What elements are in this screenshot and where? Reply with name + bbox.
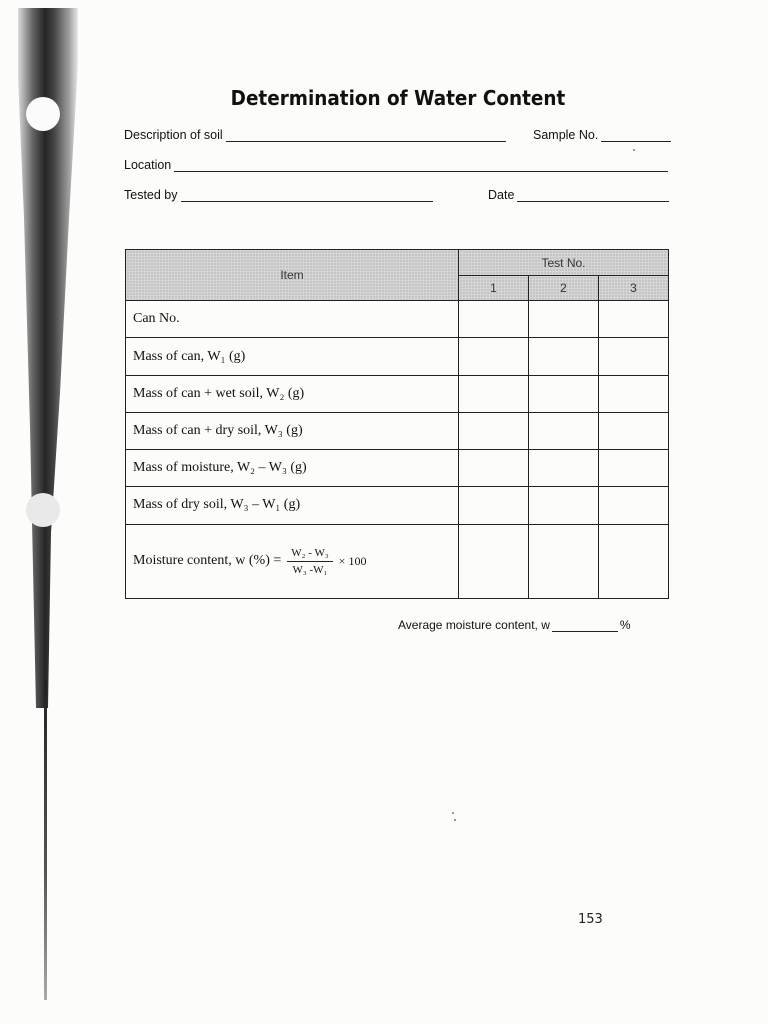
- date-line[interactable]: [517, 189, 669, 202]
- input-cell[interactable]: [459, 450, 529, 487]
- test-1-header: 1: [459, 276, 529, 301]
- input-cell[interactable]: [529, 301, 599, 338]
- location-field[interactable]: [124, 158, 668, 172]
- table-row: [126, 375, 669, 412]
- fraction-denominator: W₃ -W₁: [292, 563, 328, 576]
- sample-no-field[interactable]: [533, 128, 671, 142]
- input-cell[interactable]: [599, 450, 669, 487]
- input-cell[interactable]: [599, 487, 669, 524]
- tested-by-line[interactable]: [181, 189, 433, 202]
- input-cell[interactable]: [459, 412, 529, 449]
- location-label: Location: [124, 158, 172, 172]
- input-cell[interactable]: [529, 338, 599, 375]
- row-label-can-no: Can No.: [126, 301, 459, 338]
- input-cell[interactable]: [599, 301, 669, 338]
- scan-speck: [454, 819, 456, 821]
- test-3-header: 3: [599, 276, 669, 301]
- description-of-soil-field[interactable]: [124, 128, 506, 142]
- page-number: 153: [578, 912, 603, 927]
- date-field[interactable]: [488, 188, 669, 202]
- input-cell[interactable]: [529, 412, 599, 449]
- fraction-numerator: W₂ - W₃: [287, 547, 332, 562]
- date-label: Date: [488, 188, 515, 202]
- input-cell[interactable]: [599, 338, 669, 375]
- description-of-soil-label: Description of soil: [124, 128, 223, 142]
- average-moisture-label: Average moisture content, w: [398, 618, 550, 632]
- input-cell[interactable]: [529, 487, 599, 524]
- average-moisture-field[interactable]: [398, 618, 631, 632]
- test-2-header: 2: [529, 276, 599, 301]
- input-cell[interactable]: [459, 338, 529, 375]
- description-of-soil-line[interactable]: [226, 129, 506, 142]
- row-label-wet-soil: Mass of can + wet soil, W₂ (g): [126, 375, 459, 412]
- sample-no-line[interactable]: [601, 129, 671, 142]
- row-label-mass-of-moisture: Mass of moisture, W₂ – W₃ (g): [126, 450, 459, 487]
- location-line[interactable]: [174, 159, 668, 172]
- scan-speck: [452, 812, 454, 814]
- binding-edge-line: [44, 680, 47, 1000]
- table-row: [126, 412, 669, 449]
- row-label-dry-soil: Mass of can + dry soil, W₃ (g): [126, 412, 459, 449]
- average-moisture-unit: %: [619, 618, 631, 632]
- row-label-mass-of-dry-soil: Mass of dry soil, W₃ – W₁ (g): [126, 487, 459, 524]
- moisture-formula: [133, 547, 458, 576]
- tested-by-field[interactable]: [124, 188, 433, 202]
- input-cell[interactable]: [599, 524, 669, 599]
- item-header: Item: [126, 250, 459, 301]
- input-cell[interactable]: [459, 487, 529, 524]
- input-cell[interactable]: [529, 375, 599, 412]
- sample-no-label: Sample No.: [533, 128, 599, 142]
- tested-by-label: Tested by: [124, 188, 178, 202]
- input-cell[interactable]: [459, 375, 529, 412]
- row-label-moisture-content: [126, 524, 459, 599]
- average-moisture-line[interactable]: [552, 620, 618, 632]
- test-no-header: Test No.: [459, 250, 669, 276]
- input-cell[interactable]: [529, 524, 599, 599]
- input-cell[interactable]: [459, 301, 529, 338]
- input-cell[interactable]: [599, 412, 669, 449]
- input-cell[interactable]: [529, 450, 599, 487]
- table-row: [126, 524, 669, 599]
- punch-hole: [26, 493, 60, 527]
- table-row: [126, 301, 669, 338]
- page-title: Determination of Water Content: [230, 86, 566, 110]
- table-row: [126, 487, 669, 524]
- moisture-fraction: [287, 547, 332, 576]
- input-cell[interactable]: [599, 375, 669, 412]
- input-cell[interactable]: [459, 524, 529, 599]
- multiplier: × 100: [338, 553, 367, 568]
- table-row: [126, 450, 669, 487]
- table-row: [126, 338, 669, 375]
- scan-speck: [633, 149, 635, 151]
- moisture-content-label: Moisture content, w (%) =: [133, 553, 282, 569]
- water-content-table: [125, 249, 669, 599]
- row-label-mass-of-can: Mass of can, W₁ (g): [126, 338, 459, 375]
